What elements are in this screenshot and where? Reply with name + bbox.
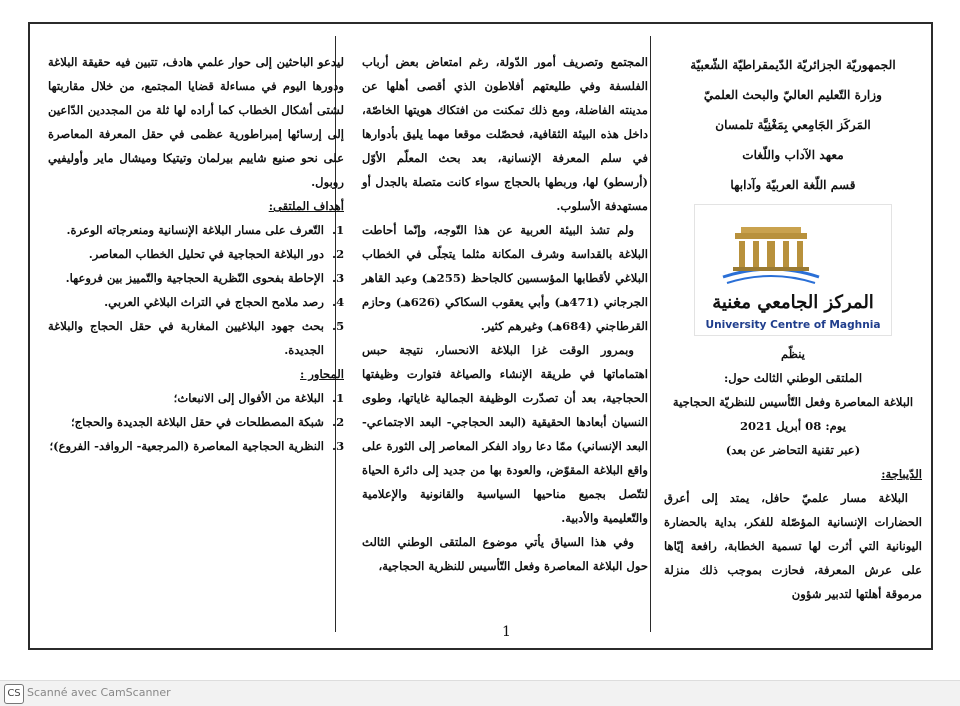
column-divider (650, 36, 651, 632)
building-icon (721, 225, 821, 285)
preamble-paragraph-5: وفي هذا السياق يأتي موضوع الملتقى الوطني الثالث حول البلاغة المعاصرة وفعل التّأسيس للنظرية الحجاجية، (362, 535, 648, 573)
preamble-paragraph-2: المجتمع وتصريف أمور الدّولة، رغم امتعاض بعض أرباب الفلسفة وفي طليعتهم أفلاطون الذي أقصى أهلها عن مدينته الفاضلة، ومع ذلك تمكنت من افتكاك هويتها الخاصّة، داخل هذه البيئة الثقافية، فحصّلت موقعا مهما يليق بأدوارها في سلم المعرفة الإنسانية، بعد بحث المعلّم الأوّل (أرسطو) لها، وربطها بالحجاج سواء كانت متصلة بالجدل أو مستهدفة الأسلوب. (362, 55, 648, 213)
header-block (664, 50, 922, 200)
logo-arabic-text: المركز الجامعي مغنية (712, 292, 874, 313)
preamble-paragraph-4: وبمرور الوقت غزا البلاغة الانحسار، نتيجة حبس اهتماماتها في طريقة الإنشاء والصياغة فتوارت وظيفتها الحجاجية، بعد أن تصدّرت الوظيفة الجمالية غاياتها، وطوى النسيان أبعادها الحقيقية (البعد الحجاجي- البعد الاجتماعي- البعد الإنساني) ممّا دعا رواد الفكر المعاصر إلى الثورة على واقع البلاغة المقوّض، والعودة بها من جديد إلى دائرة الحياة لتتّصل بجميع مناحيها السياسية والقانونية والإعلامية والتّعليمية والأدبية. (362, 343, 648, 525)
axis-item: 2. شبكة المصطلحات في حقل البلاغة الجديدة والحجاج؛ (48, 410, 328, 434)
header-institute: معهد الآداب واللّغات (742, 148, 844, 162)
preamble-paragraph-1: البلاغة مسار علميّ حافل، يمتد إلى أعرق الحضارات الإنسانية المؤصّلة للفكر، بداية بالحضارة اليونانية التي أثرت لها تسمية الخطابة، رافعة إيّاها على عرش المعرفة، فحازت بموجب ذلك منزلة مرموقة أهلتها لتدبير شؤون (664, 491, 922, 601)
event-name: الملتقى الوطني الثالث حول: (723, 371, 863, 385)
axes-list (48, 386, 344, 458)
header-republic: الجمهوريّة الجزائريّة الدّيمقراطيّة الشّعبيّة (690, 58, 896, 72)
goal-item: 4. رصد ملامح الحجاج في التراث البلاغي العربي. (48, 290, 328, 314)
goal-item: 2. دور البلاغة الحجاجية في تحليل الخطاب المعاصر. (48, 242, 328, 266)
scanner-footer (0, 680, 960, 706)
goal-item: 1. التّعرف على مسار البلاغة الإنسانية ومنعرجاته الوعرة. (48, 218, 328, 242)
preamble-title: الدّيباجة: (881, 467, 922, 481)
university-logo (694, 204, 892, 336)
column-right (664, 50, 922, 606)
axes-title: المحاور : (300, 367, 344, 381)
column-middle (362, 50, 648, 578)
preamble-paragraph-6: ليدعو الباحثين إلى حوار علمي هادف، تتبين فيه حقيقة البلاغة ودورها اليوم في مساءلة قضايا المجتمع، من خلال مقاربتها لشتى أشكال الخطاب كما أراده لها ثلة من المجددين الدّاعين إلى إرسائها إمبراطورية عظمى في حقل المعرفة المعاصرة على نحو صنيع شاييم بيرلمان وتيتيكا وميشال ماير وأوليفيي روبول. (48, 55, 344, 189)
camscanner-icon: CS (4, 684, 24, 704)
event-title: البلاغة المعاصرة وفعل التّأسيس للنظريّة الحجاجية (672, 395, 914, 409)
header-university: المَركَز الجَامِعي بِمَغْنِيَّة تلمسان (715, 118, 871, 132)
event-mode: (عبر تقنية التحاضر عن بعد) (725, 443, 861, 457)
scanner-watermark-text: Scanné avec CamScanner (27, 686, 171, 699)
event-organizes: ينظّم (781, 347, 805, 361)
goals-list (48, 218, 344, 362)
column-left (48, 50, 344, 458)
preamble-paragraph-3: ولم تشذ البيئة العربية عن هذا التّوجه، وإنّما أحاطت البلاغة بالقداسة وشرف المكانة مثلما يتجلّى في الخطاب البلاغي لأقطابها المؤسسين كالجاحظ (255هـ) وعبد القاهر الجرجاني (471هـ) وأبي يعقوب السكاكي (626هـ) وحازم القرطاجني (684هـ) وغيرهم كثير. (362, 223, 649, 333)
goal-item: 5. بحث جهود البلاغيين المغاربة في حقل الحجاج والبلاغة الجديدة. (48, 314, 328, 362)
event-date: يوم: 08 أبريل 2021 (739, 419, 847, 433)
goal-item: 3. الإحاطة بفحوى النّظرية الحجاجية والتّمييز بين فروعها. (48, 266, 328, 290)
brochure-page (28, 22, 933, 650)
page-number: 1 (502, 624, 511, 640)
header-department: قسم اللّغة العربيّة وآدابها (730, 178, 856, 192)
logo-english-text: University Centre of Maghnia (705, 319, 881, 331)
header-ministry: وزارة التّعليم العاليّ والبحث العلميّ (703, 88, 883, 102)
axis-item: 3. النظرية الحجاجية المعاصرة (المرجعية- الروافد- الفروع)؛ (48, 434, 328, 458)
goals-title: أهداف الملتقى: (268, 199, 344, 213)
axis-item: 1. البلاغة من الأفوال إلى الانبعاث؛ (48, 386, 328, 410)
